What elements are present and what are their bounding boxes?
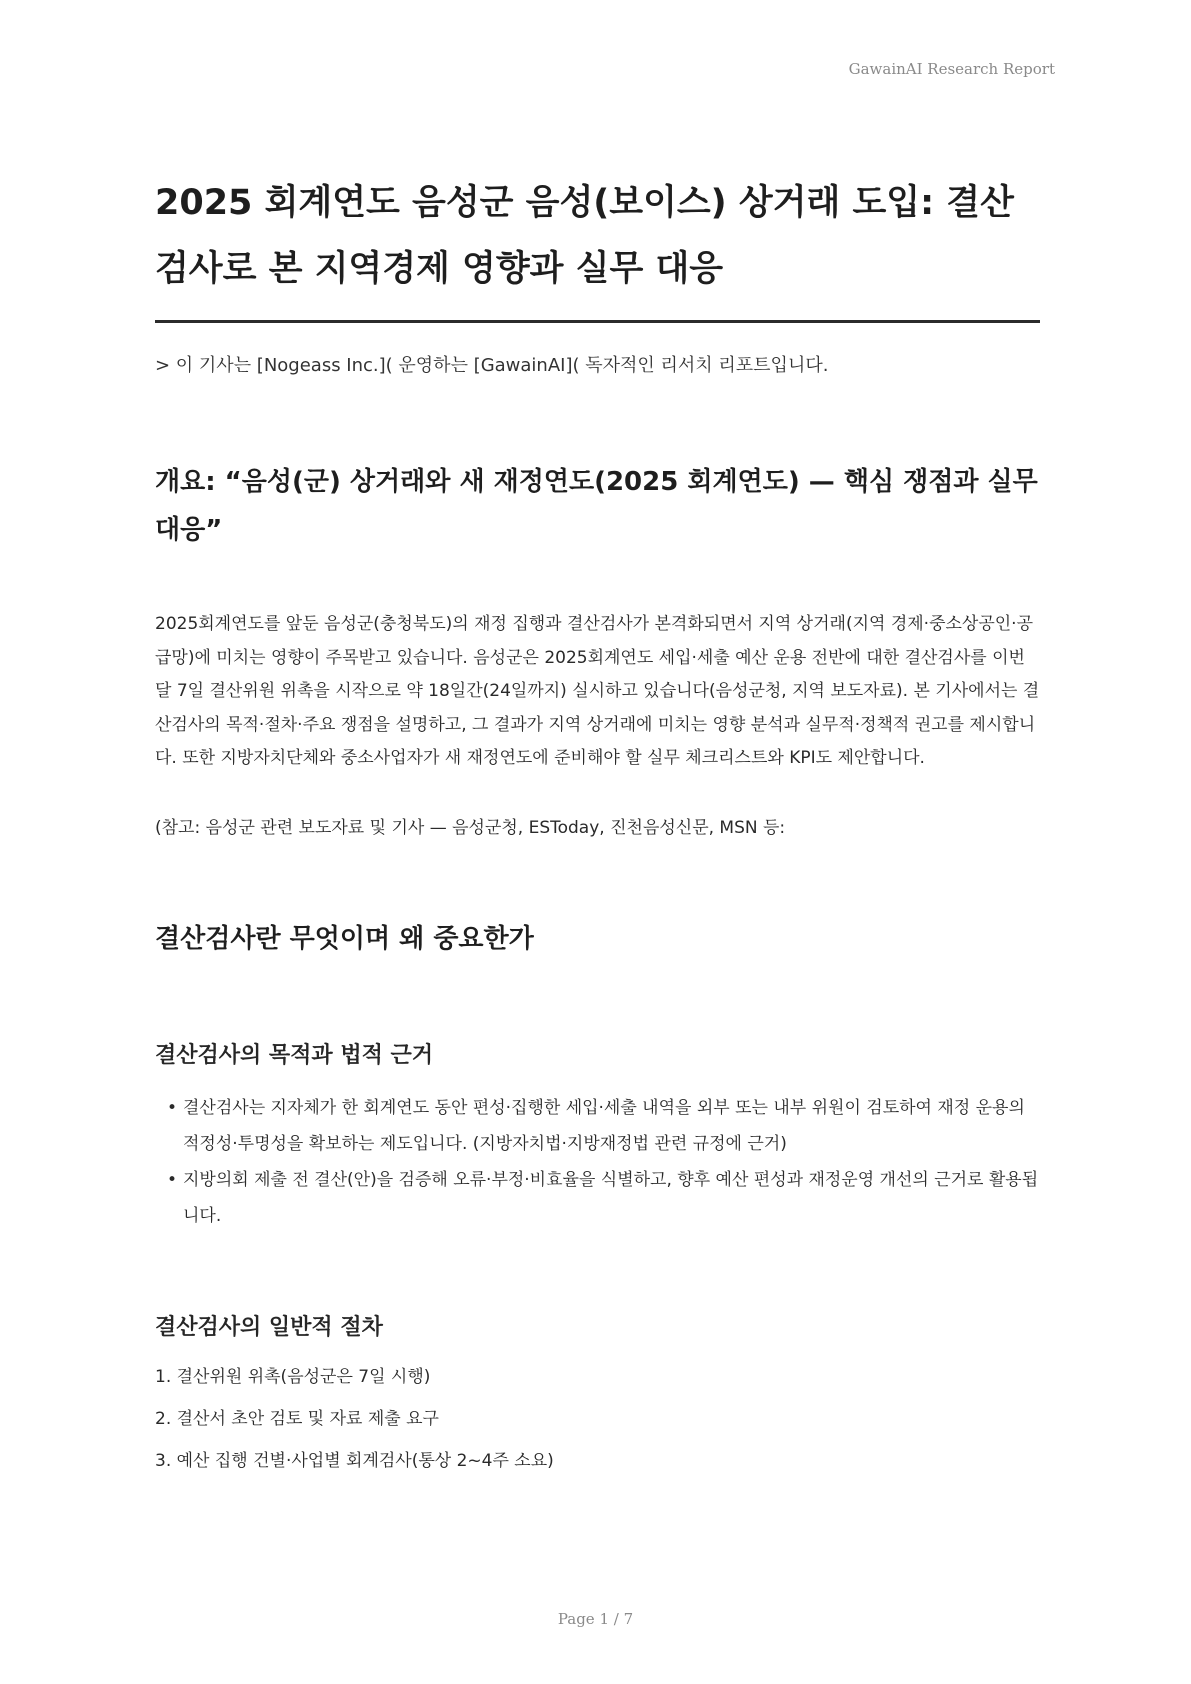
page-number: Page 1 / 7 xyxy=(557,1610,634,1628)
purpose-bullet-list xyxy=(155,1090,1040,1234)
article-body xyxy=(155,170,1040,1482)
reference-note: (참고: 음성군 관련 보도자료 및 기사 — 음성군청, ESToday, 진천음성신문, MSN 등: xyxy=(155,817,786,838)
procedure-heading: 결산검사의 일반적 절차 xyxy=(155,1314,383,1340)
byline: > 이 기사는 [Nogeass Inc.]( 운영하는 [GawainAI]( 독자적인 리서치 리포트입니다. xyxy=(155,355,829,376)
running-header: GawainAI Research Report xyxy=(848,60,1055,78)
bullet-icon: • xyxy=(167,1097,178,1118)
list-item xyxy=(167,1162,1040,1234)
overview-paragraph: 2025회계연도를 앞둔 음성군(충청북도)의 재정 집행과 결산검사가 본격화되면서 지역 상거래(지역 경제·중소상공인·공급망)에 미치는 영향이 주목받고 있습니다. 음성군은 2025회계연도 세입·세출 예산 운용 전반에 대한 결산검사를 이번 달 7일 결산위원 위촉을 시작으로 약 18일간(24일까지) 실시하고 있습니다(음성군청, 지역 보도자료). 본 기사에서는 결산검사의 목적·절차·주요 쟁점을 설명하고, 그 결과가 지역 상거래에 미치는 영향 분석과 실무적·정책적 권고를 제시합니다. 또한 지방자치단체와 중소사업자가 새 재정연도에 준비해야 할 실무 체크리스트와 KPI도 제안합니다. xyxy=(155,614,1040,768)
bullet-text: 지방의회 제출 전 결산(안)을 검증해 오류·부정·비효율을 식별하고, 향후 예산 편성과 재정운영 개선의 근거로 활용됩니다. xyxy=(183,1169,1039,1226)
list-item xyxy=(167,1090,1040,1162)
list-item: 3. 예산 집행 건별·사업별 회계검사(통상 2~4주 소요) xyxy=(155,1450,554,1471)
bullet-text: 결산검사는 지자체가 한 회계연도 동안 편성·집행한 세입·세출 내역을 외부 또는 내부 위원이 검토하여 재정 운용의 적정성·투명성을 확보하는 제도입니다. (지방자치법·지방재정법 관련 규정에 근거) xyxy=(183,1097,1025,1154)
article-title: 2025 회계연도 음성군 음성(보이스) 상거래 도입: 결산검사로 본 지역경제 영향과 실무 대응 xyxy=(155,170,1040,323)
overview-heading: 개요: “음성(군) 상거래와 새 재정연도(2025 회계연도) — 핵심 쟁점과 실무 대응” xyxy=(155,467,1038,545)
purpose-heading: 결산검사의 목적과 법적 근거 xyxy=(155,1042,434,1068)
section-heading: 결산검사란 무엇이며 왜 중요한가 xyxy=(155,923,534,954)
list-item: 1. 결산위원 위촉(음성군은 7일 시행) xyxy=(155,1366,431,1387)
list-item: 2. 결산서 초안 검토 및 자료 제출 요구 xyxy=(155,1408,439,1429)
bullet-icon: • xyxy=(167,1169,178,1190)
procedure-step-list xyxy=(155,1356,1040,1482)
